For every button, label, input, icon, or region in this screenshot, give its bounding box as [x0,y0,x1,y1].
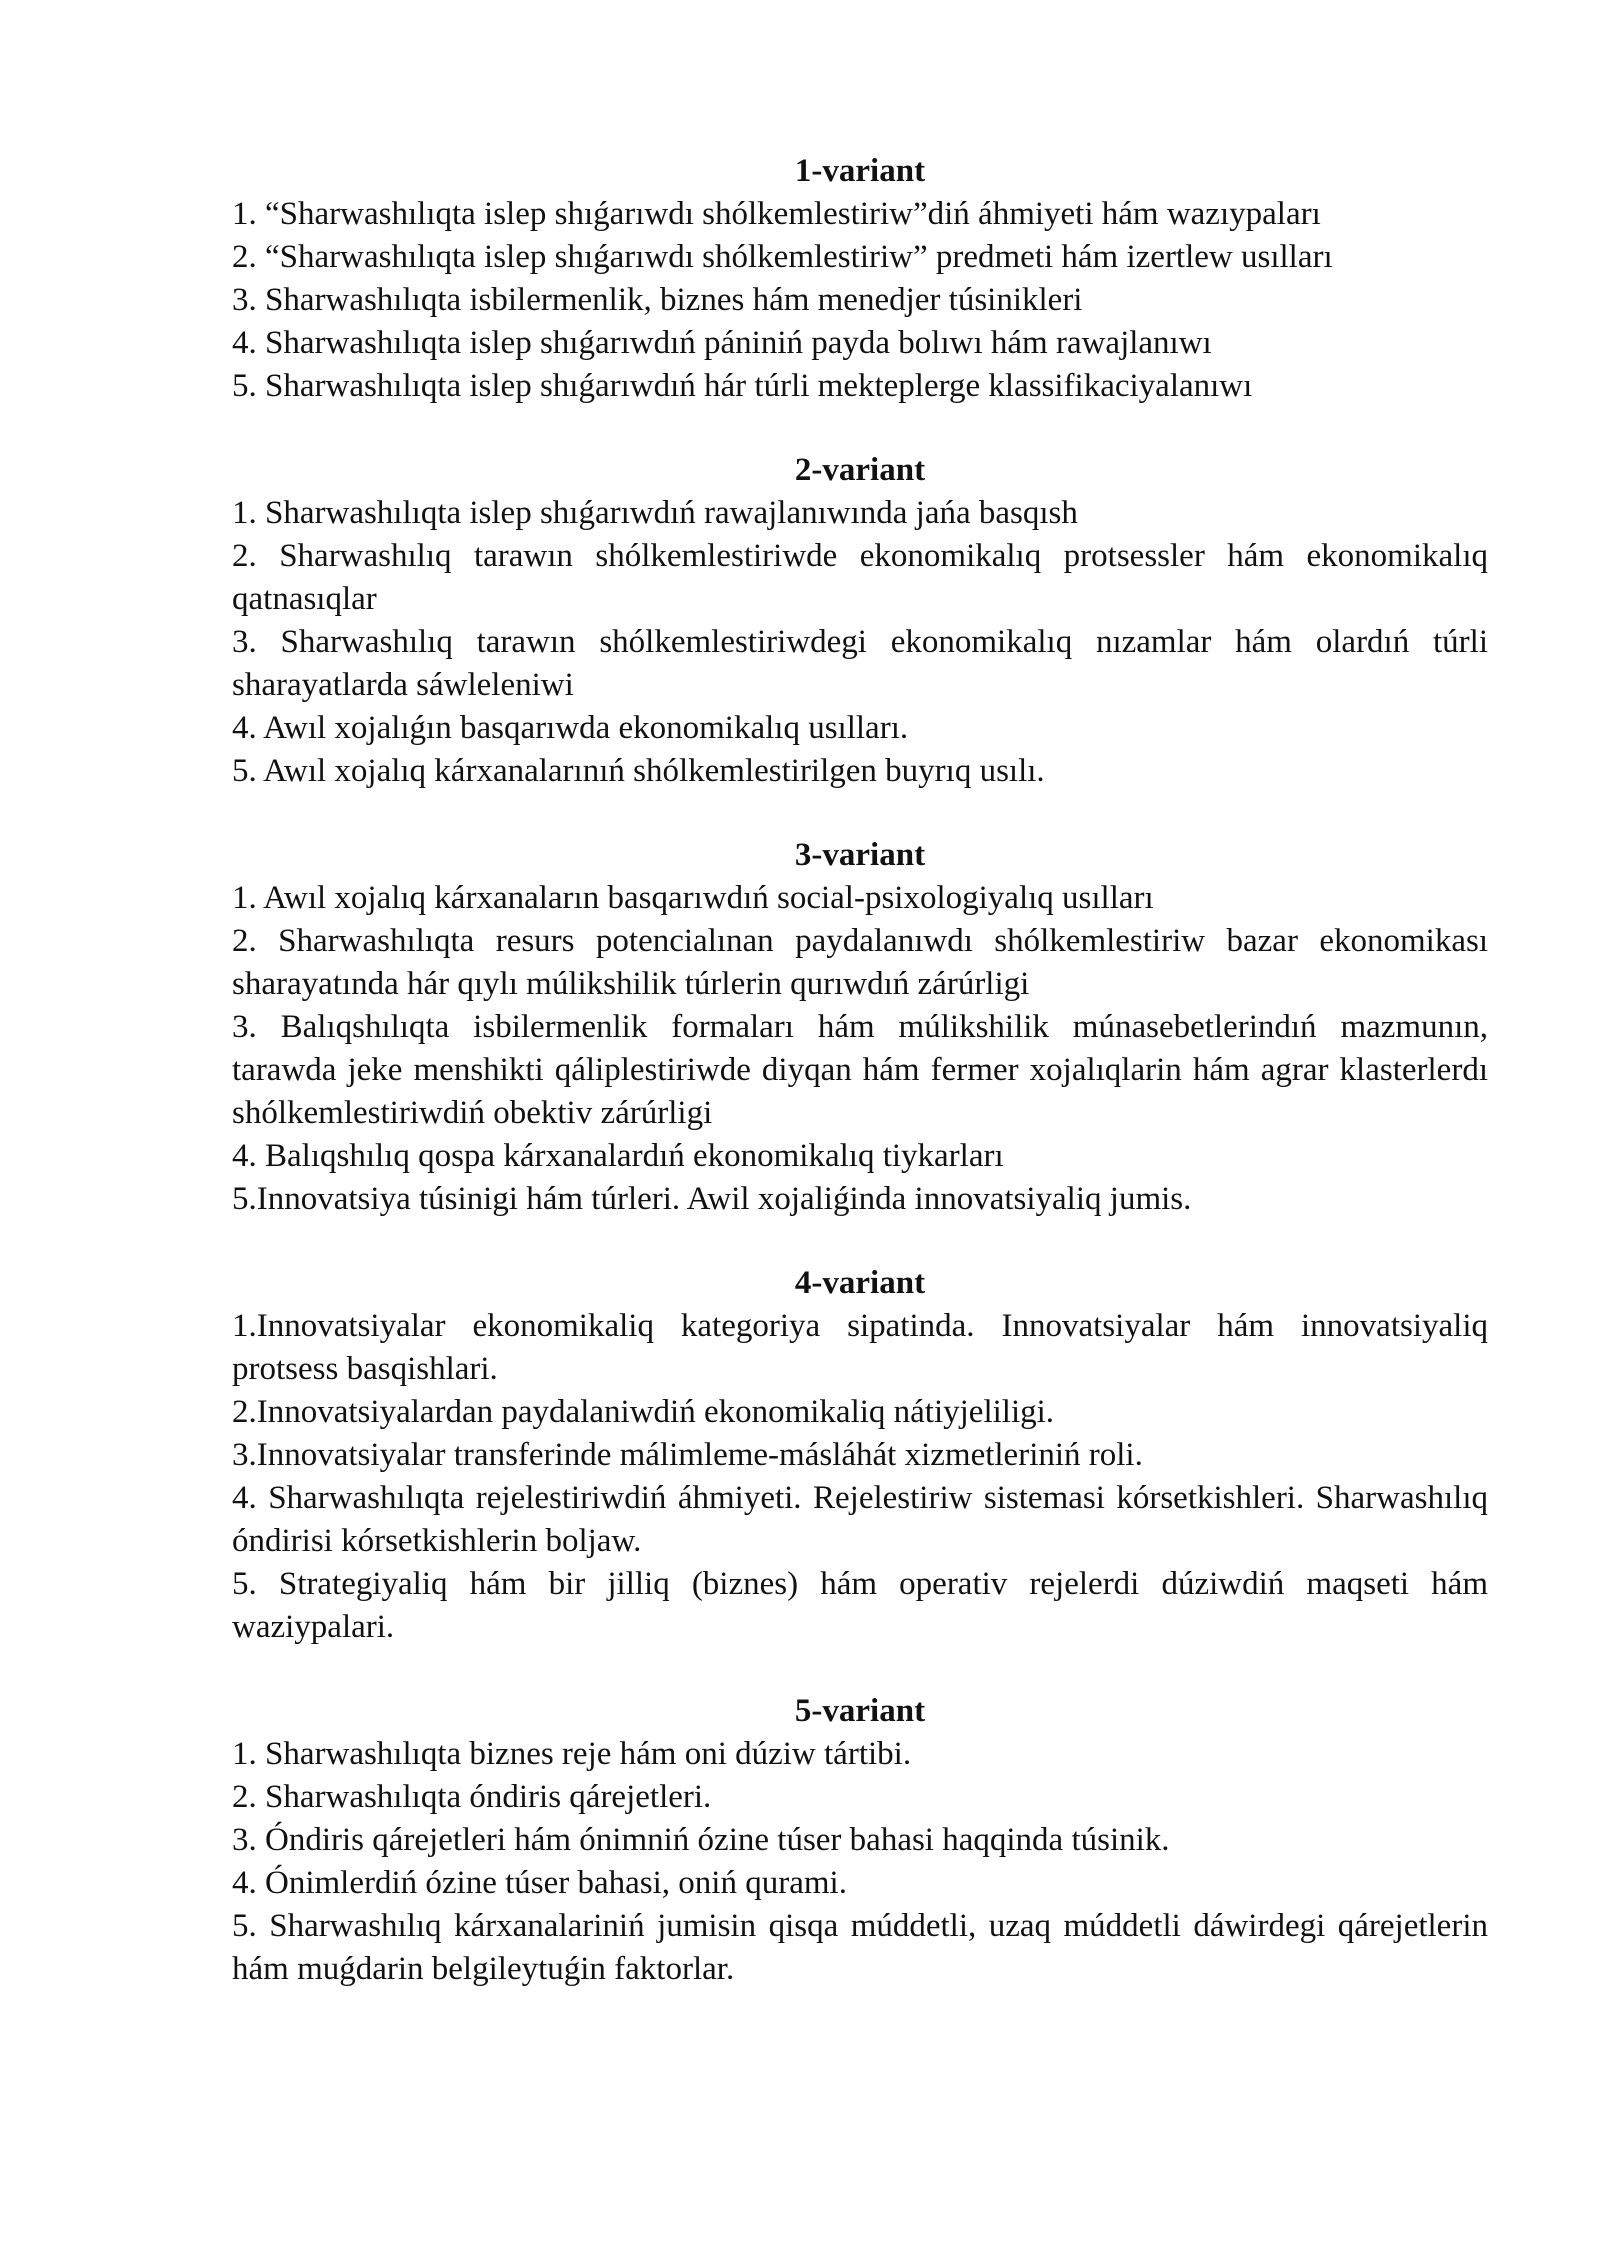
variant-title: 1-variant [794,153,926,189]
question-item: 3. Óndiris qárejetleri hám ónimniń ózine túser bahasi haqqinda túsinik. [232,1822,1170,1858]
question-item: 5. Sharwashılıq kárxanalariniń jumisin qisqa múddetli, uzaq múddetli dáwirdegi qárejetlerin hám muǵdarin belgileytuǵin faktorlar. [232,1908,1488,1987]
variant-title: 2-variant [794,452,926,488]
question-item: 4. Sharwashılıqta rejelestiriwdiń áhmiyeti. Rejelestiriw sistemasi kórsetkishleri. Sharwashılıq óndirisi kórsetkishlerin boljaw. [232,1480,1488,1559]
variant-title: 3-variant [794,837,926,873]
question-item: 2. Sharwashılıq tarawın shólkemlestiriwde ekonomikalıq protsessler hám ekonomikalıq qatnasıqlar [232,538,1488,617]
question-item: 1. Sharwashılıqta islep shıǵarıwdıń rawajlanıwında jańa basqısh [232,495,1078,531]
variant-5 [232,1690,1488,1991]
question-item: 4. Awıl xojalıǵın basqarıwda ekonomikalıq usılları. [232,710,909,746]
variant-1 [232,150,1488,408]
question-item: 4. Ónimlerdiń ózine túser bahasi, oniń qurami. [232,1865,847,1901]
question-item: 1. Sharwashılıqta biznes reje hám oni dúziw tártibi. [232,1736,912,1772]
question-item: 1. “Sharwashılıqta islep shıǵarıwdı shólkemlestiriw”diń áhmiyeti hám wazıypaları [232,196,1321,232]
question-item: 5. Awıl xojalıq kárxanalarınıń shólkemlestirilgen buyrıq usılı. [232,753,1045,789]
question-item: 1.Innovatsiyalar ekonomikaliq kategoriya sipatinda. Innovatsiyalar hám innovatsiyaliq protsess basqishlari. [232,1308,1488,1387]
variant-4 [232,1262,1488,1649]
question-item: 5.Innovatsiya túsinigi hám túrleri. Awil xojaliǵinda innovatsiyaliq jumis. [232,1181,1192,1217]
question-item: 4. Balıqshılıq qospa kárxanalardıń ekonomikalıq tiykarları [232,1138,1004,1174]
question-item: 2. Sharwashılıqta óndiris qárejetleri. [232,1779,712,1815]
question-item: 5. Strategiyaliq hám bir jilliq (biznes) hám operativ rejelerdi dúziwdiń maqseti hám waziypalari. [232,1566,1488,1645]
question-item: 1. Awıl xojalıq kárxanaların basqarıwdıń social-psixologiyalıq usılları [232,880,1154,916]
document-page [232,150,1488,2032]
question-item: 5. Sharwashılıqta islep shıǵarıwdıń hár túrli mekteplerge klassifikaciyalanıwı [232,368,1253,404]
question-item: 3. Sharwashılıqta isbilermenlik, biznes hám menedjer túsinikleri [232,282,1083,318]
question-item: 2. Sharwashılıqta resurs potencialınan paydalanıwdı shólkemlestiriw bazar ekonomikası sharayatında hár qıylı múlikshilik túrlerin qurıwdıń zárúrligi [232,923,1488,1002]
question-item: 3.Innovatsiyalar transferinde málimleme-másláhát xizmetleriniń roli. [232,1437,1143,1473]
question-item: 3. Balıqshılıqta isbilermenlik formaları hám múlikshilik múnasebetlerindıń mazmunın, tarawda jeke menshikti qáliplestiriwde diyqan hám fermer xojalıqlarin hám agrar klasterlerdı shólkemlestiriwdiń obektiv zárúrligi [232,1009,1488,1131]
variant-title: 4-variant [794,1265,926,1301]
question-item: 4. Sharwashılıqta islep shıǵarıwdıń pániniń payda bolıwı hám rawajlanıwı [232,325,1212,361]
question-item: 2.Innovatsiyalardan paydalaniwdiń ekonomikaliq nátiyjeliligi. [232,1394,1055,1430]
question-item: 3. Sharwashılıq tarawın shólkemlestiriwdegi ekonomikalıq nızamlar hám olardıń túrli sharayatlarda sáwleleniwi [232,624,1488,703]
variant-3 [232,834,1488,1221]
question-item: 2. “Sharwashılıqta islep shıǵarıwdı shólkemlestiriw” predmeti hám izertlew usılları [232,239,1333,275]
variant-2 [232,449,1488,793]
variant-title: 5-variant [794,1693,926,1729]
